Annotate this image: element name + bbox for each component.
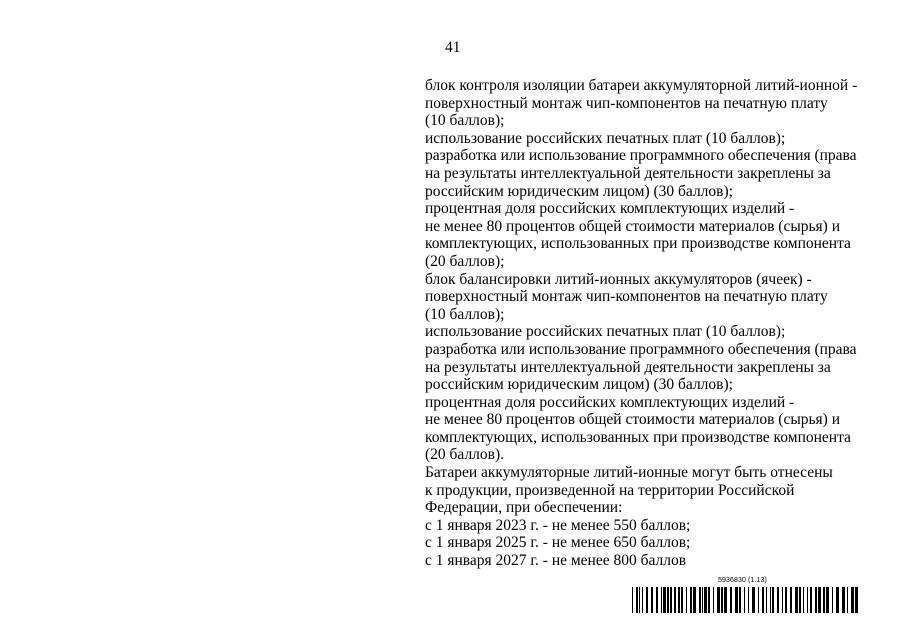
text-line: с 1 января 2023 г. - не менее 550 баллов;	[425, 516, 691, 534]
text-line: (10 баллов);	[425, 112, 505, 130]
text-line: к продукции, произведенной на территории Российской	[425, 481, 795, 499]
text-line: не менее 80 процентов общей стоимости материалов (сырья) и	[425, 217, 841, 235]
text-line: использование российских печатных плат (10 баллов);	[425, 323, 786, 341]
text-line: блок контроля изоляции батареи аккумуляторной литий-ионной -	[425, 77, 858, 94]
text-line: российским юридическим лицом) (30 баллов);	[425, 376, 733, 394]
text-line: не менее 80 процентов общей стоимости материалов (сырья) и	[425, 411, 841, 429]
text-line: Федерации, при обеспечении:	[425, 499, 623, 517]
text-line: разработка или использование программного обеспечения (права	[425, 147, 857, 165]
text-line: с 1 января 2025 г. - не менее 650 баллов;	[425, 534, 691, 552]
text-line: на результаты интеллектуальной деятельности закреплены за	[425, 358, 831, 376]
text-line: Батареи аккумуляторные литий-ионные могут быть отнесены	[425, 464, 833, 482]
barcode-label: 5936830 (1.13)	[718, 577, 767, 584]
text-line: блок балансировки литий-ионных аккумуляторов (ячеек) -	[425, 270, 812, 288]
text-line: российским юридическим лицом) (30 баллов);	[425, 182, 733, 200]
page-number: 41	[445, 39, 461, 56]
text-line: комплектующих, использованных при производстве компонента	[425, 428, 851, 446]
text-line: (20 баллов);	[425, 252, 505, 270]
document-body	[425, 77, 865, 570]
text-line: с 1 января 2027 г. - не менее 800 баллов	[425, 552, 687, 570]
text-line: разработка или использование программного обеспечения (права	[425, 340, 857, 358]
text-line: комплектующих, использованных при производстве компонента	[425, 235, 851, 253]
text-line: использование российских печатных плат (10 баллов);	[425, 129, 786, 147]
barcode-image	[632, 587, 858, 613]
text-line: процентная доля российских комплектующих изделий -	[425, 393, 795, 411]
text-line: (10 баллов);	[425, 305, 505, 323]
text-line: поверхностный монтаж чип-компонентов на печатную плату	[425, 288, 828, 306]
text-line: процентная доля российских комплектующих изделий -	[425, 200, 795, 218]
text-line: (20 баллов).	[425, 446, 505, 464]
text-line: поверхностный монтаж чип-компонентов на печатную плату	[425, 94, 828, 112]
text-line: на результаты интеллектуальной деятельности закреплены за	[425, 164, 831, 182]
